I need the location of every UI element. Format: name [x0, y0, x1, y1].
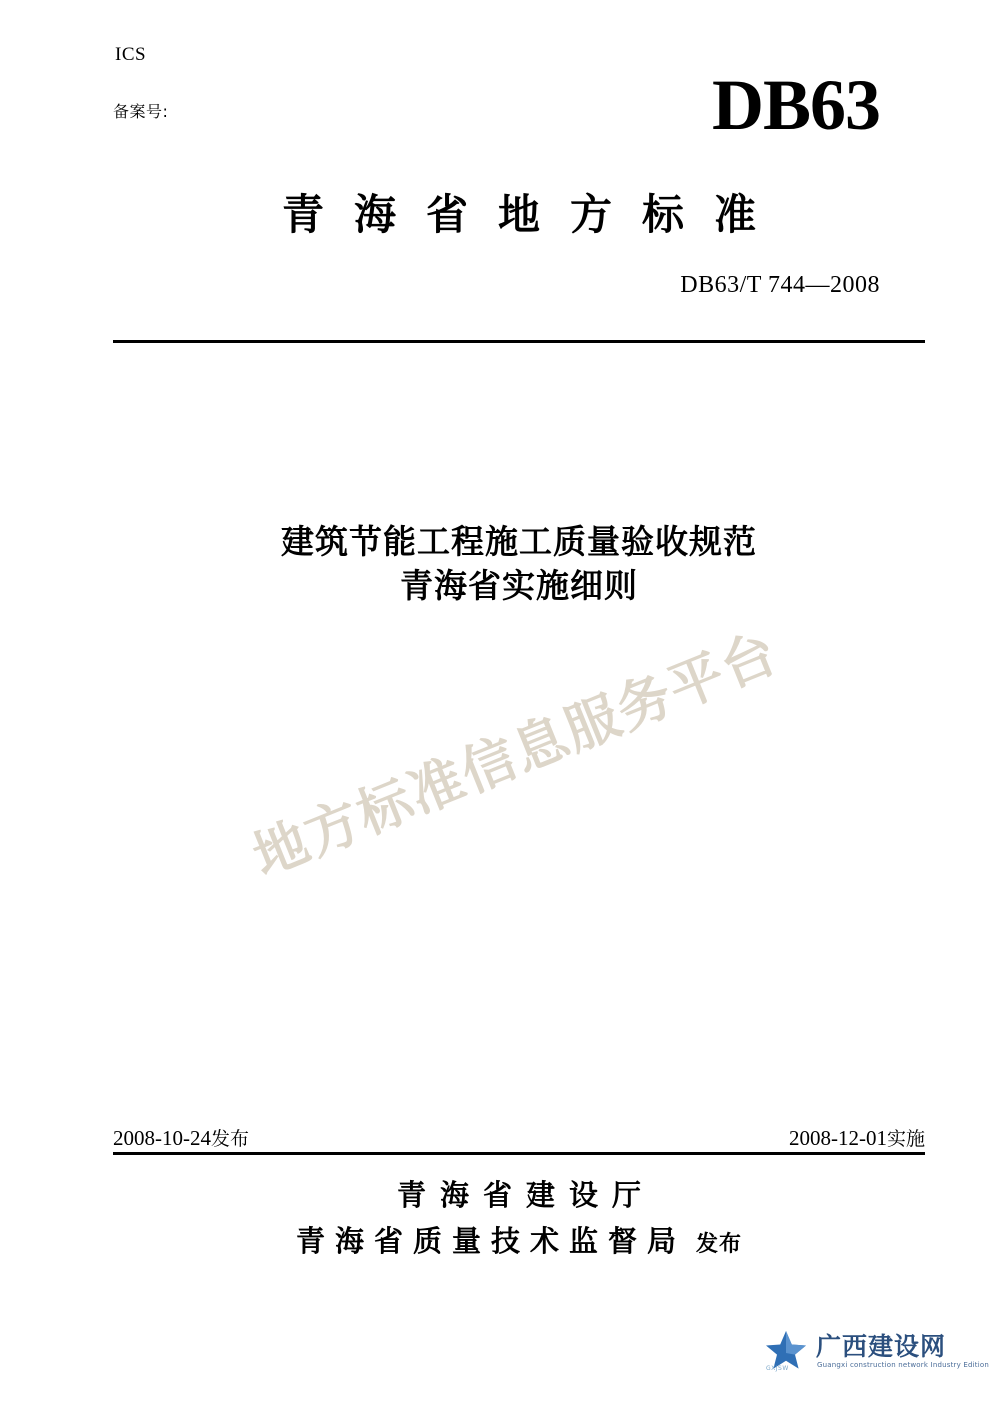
issue-date — [113, 1124, 249, 1151]
document-title-line-1: 建筑节能工程施工质量验收规范 — [281, 522, 757, 561]
header-divider — [113, 340, 925, 343]
standard-series-title: 青海省地方标准 — [281, 190, 786, 239]
issuer-publish-label: 发布 — [696, 1232, 743, 1257]
issue-date-value: 2008-10-24 — [113, 1126, 211, 1150]
corner-logo-cn-name: 广西建设网 — [816, 1332, 947, 1361]
star-caption: GXJSW — [766, 1365, 789, 1372]
footer-divider — [113, 1152, 925, 1155]
document-title — [113, 520, 925, 608]
filing-number-label: 备案号: — [113, 102, 169, 121]
standard-mark: DB63 — [711, 65, 880, 145]
effective-date-label: 实施 — [886, 1128, 925, 1150]
effective-date — [789, 1124, 925, 1151]
corner-logo-en-name: Guangxi construction network Industry Edition — [817, 1361, 989, 1369]
issuer-org-2-row — [113, 1218, 925, 1269]
issuer-block — [113, 1172, 925, 1269]
standard-code: DB63/T 744—2008 — [680, 272, 880, 298]
footer-date-row — [113, 1124, 925, 1150]
issue-date-label: 发布 — [211, 1128, 250, 1150]
effective-date-value: 2008-12-01 — [788, 1126, 887, 1150]
watermark-text: 地方标准信息服务平台 — [244, 620, 787, 889]
issuer-org-2: 青海省质量技术监督局 — [295, 1224, 686, 1258]
issuer-org-1: 青海省建设厅 — [396, 1178, 655, 1212]
ics-label: ICS — [115, 44, 147, 65]
corner-logo — [764, 1321, 989, 1383]
document-title-line-2: 青海省实施细则 — [400, 566, 638, 605]
